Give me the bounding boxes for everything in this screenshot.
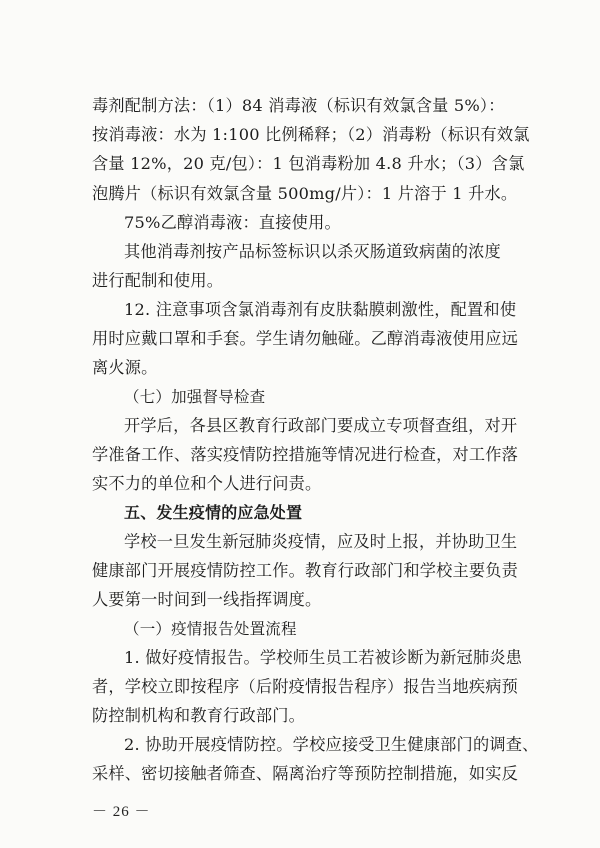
text-line: 进行配制和使用。	[92, 271, 224, 290]
text-line: 者，学校立即按程序（后附疫情报告程序）报告当地疾病预	[92, 677, 519, 696]
text-line: 1. 做好疫情报告。学校师生员工若被诊断为新冠肺炎患	[124, 648, 523, 667]
text-line: 毒剂配制方法：（1）84 消毒液（标识有效氯含量 5%）：	[92, 96, 505, 115]
text-line: 采样、密切接触者筛查、隔离治疗等预防控制措施，如实反	[92, 764, 519, 783]
text-line: 学校一旦发生新冠肺炎疫情，应及时上报，并协助卫生	[124, 532, 518, 551]
text-line: 学准备工作、落实疫情防控措施等情况进行检查，对工作落	[92, 445, 519, 464]
text-line: 用时应戴口罩和手套。学生请勿触碰。乙醇消毒液使用应远	[92, 329, 519, 348]
text-line: 健康部门开展疫情防控工作。教育行政部门和学校主要负责	[92, 561, 519, 580]
text-line: 2. 协助开展疫情防控。学校应接受卫生健康部门的调查、	[124, 735, 539, 754]
text-line: 含量 12%，20 克/包）：1 包消毒粉加 4.8 升水；（3）含氯	[92, 154, 525, 173]
section-heading: （一）疫情报告处置流程	[124, 620, 297, 638]
page-number: － 26 －	[92, 804, 151, 820]
text-line: 防控制机构和教育行政部门。	[92, 706, 306, 725]
chapter-heading: 五、发生疫情的应急处置	[124, 503, 303, 522]
text-line: 按消毒液：水为 1:100 比例稀释；（2）消毒粉（标识有效氯	[92, 125, 530, 144]
section-heading: （七）加强督导检查	[124, 388, 266, 406]
text-line: 开学后，各县区教育行政部门要成立专项督查组，对开	[124, 416, 518, 435]
text-line: 人要第一时间到一线指挥调度。	[92, 590, 322, 609]
text-line: 离火源。	[92, 358, 158, 377]
text-line: 75%乙醇消毒液：直接使用。	[124, 213, 341, 232]
text-line: 12. 注意事项含氯消毒剂有皮肤黏膜刺激性，配置和使	[124, 300, 517, 319]
text-line: 其他消毒剂按产品标签标识以杀灭肠道致病菌的浓度	[124, 242, 501, 261]
text-line: 实不力的单位和个人进行问责。	[92, 474, 322, 493]
text-line: 泡腾片（标识有效氯含量 500mg/片）：1 片溶于 1 升水。	[92, 184, 518, 203]
